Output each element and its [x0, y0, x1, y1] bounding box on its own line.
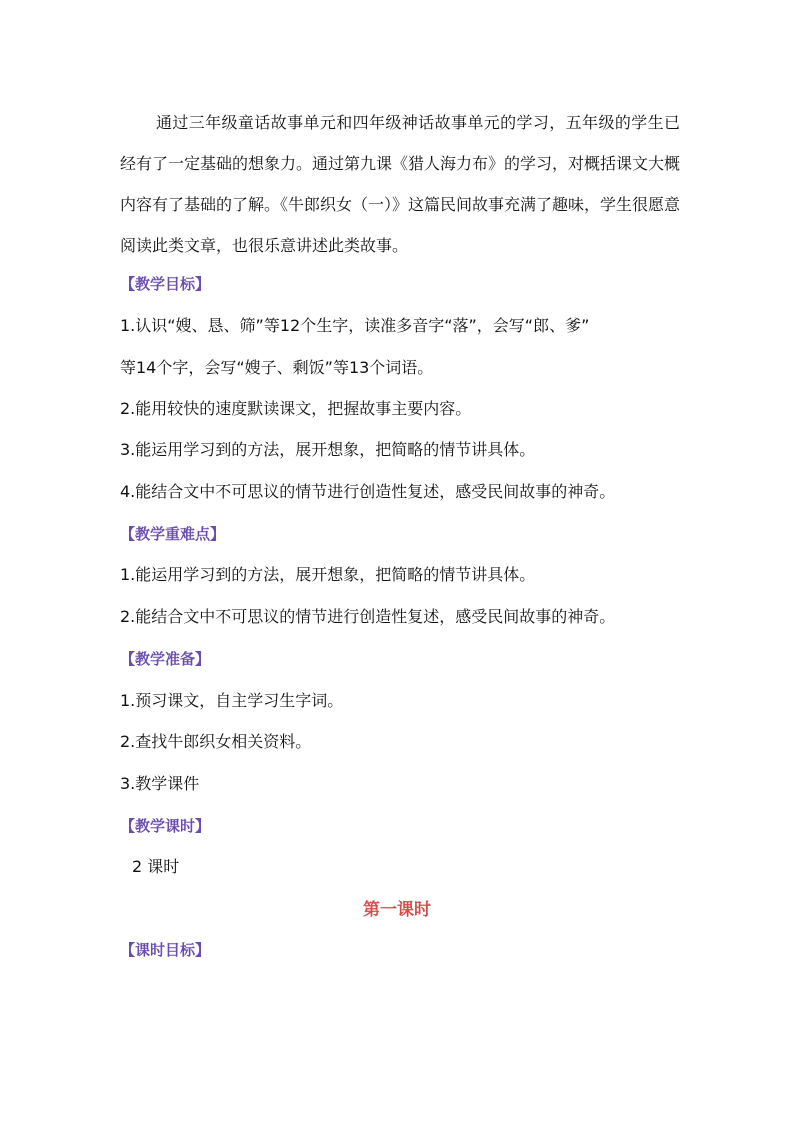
preparation-item-3: 3.教学课件 [120, 774, 200, 793]
objective-item-1-continued: 等14个字，会写“嫂子、剩饭”等13个词语。 [120, 358, 434, 377]
intro-paragraph: 通过三年级童话故事单元和四年级神话故事单元的学习，五年级的学生已经有了一定基础的想象力。通过第九课《猎人海力布》的学习，对概括课文大概内容有了基础的了解。《牛郎织女（一）》这篇民间故事充满了趣味，学生很愿意阅读此类文章，也很乐意讲述此类故事。 [120, 113, 681, 255]
lesson-title: 第一课时 [363, 900, 431, 920]
section-heading-key-points: 【教学重难点】 [120, 525, 226, 543]
section-heading-preparation: 【教学准备】 [120, 650, 211, 668]
objective-item-4: 4.能结合文中不可思议的情节进行创造性复述，感受民间故事的神奇。 [120, 482, 616, 501]
section-heading-objectives: 【教学目标】 [120, 275, 211, 293]
key-point-item-2: 2.能结合文中不可思议的情节进行创造性复述，感受民间故事的神奇。 [120, 607, 616, 626]
objective-item-1: 1.认识“嫂、恳、筛”等12个生字，读准多音字“落”，会写“郎、爹” [120, 316, 590, 335]
section-heading-periods: 【教学课时】 [120, 817, 211, 835]
periods-value: 2 课时 [132, 857, 180, 876]
objective-item-3: 3.能运用学习到的方法，展开想象，把简略的情节讲具体。 [120, 440, 536, 459]
objective-item-2: 2.能用较快的速度默读课文，把握故事主要内容。 [120, 399, 472, 418]
preparation-item-1: 1.预习课文，自主学习生字词。 [120, 691, 344, 710]
section-heading-lesson-objectives: 【课时目标】 [120, 941, 211, 959]
key-point-item-1: 1.能运用学习到的方法，展开想象，把简略的情节讲具体。 [120, 565, 536, 584]
preparation-item-2: 2.查找牛郎织女相关资料。 [120, 732, 312, 751]
